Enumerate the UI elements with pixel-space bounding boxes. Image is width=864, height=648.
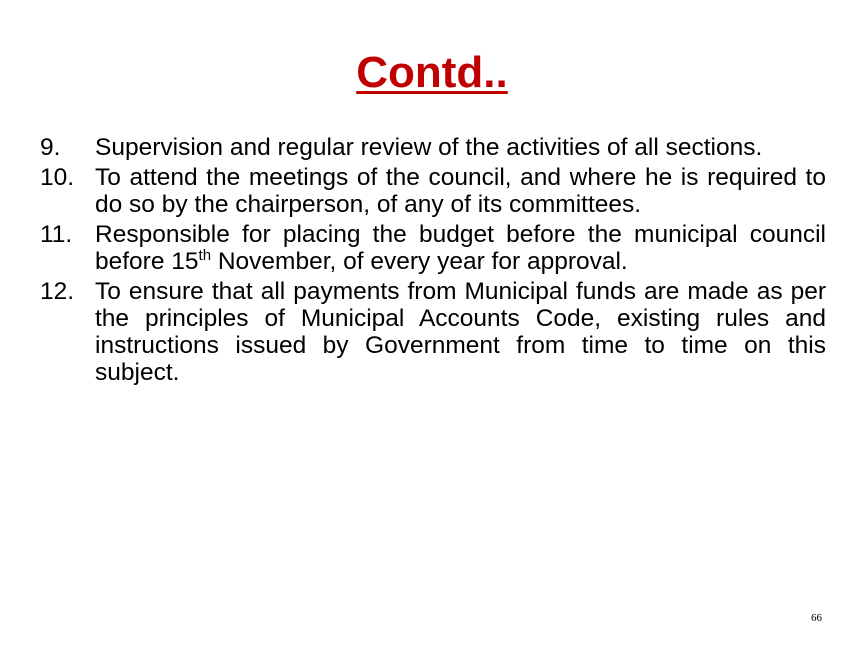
list-item-text: To attend the meetings of the council, and where he is required to do so by the chairperson, of any of its committees. — [95, 164, 826, 218]
page-number: 66 — [811, 612, 822, 624]
list-item-text: Supervision and regular review of the activities of all sections. — [95, 134, 763, 161]
list-item-text-part: November, of every year for approval. — [211, 248, 628, 275]
list-item-number: 11. — [40, 221, 73, 248]
list-item-9 — [40, 134, 826, 161]
list-item-number: 10. — [40, 164, 75, 191]
list-item-10 — [40, 164, 826, 218]
list-item-text: To ensure that all payments from Municipal funds are made as per the principles of Municipal Accounts Code, existing rules and instructions issued by Government from time to time on this subject. — [95, 278, 826, 386]
slide-title: Contd.. — [356, 48, 508, 97]
list-item-text-part: Responsible for placing the budget before the municipal council before 15 — [95, 221, 826, 275]
list-item-text — [95, 221, 826, 275]
list-item-12 — [40, 278, 826, 386]
ordinal-superscript: th — [198, 247, 212, 264]
list-item-11 — [40, 221, 826, 275]
duties-list — [40, 134, 826, 389]
list-item-number: 9. — [40, 134, 61, 161]
list-item-number: 12. — [40, 278, 75, 305]
